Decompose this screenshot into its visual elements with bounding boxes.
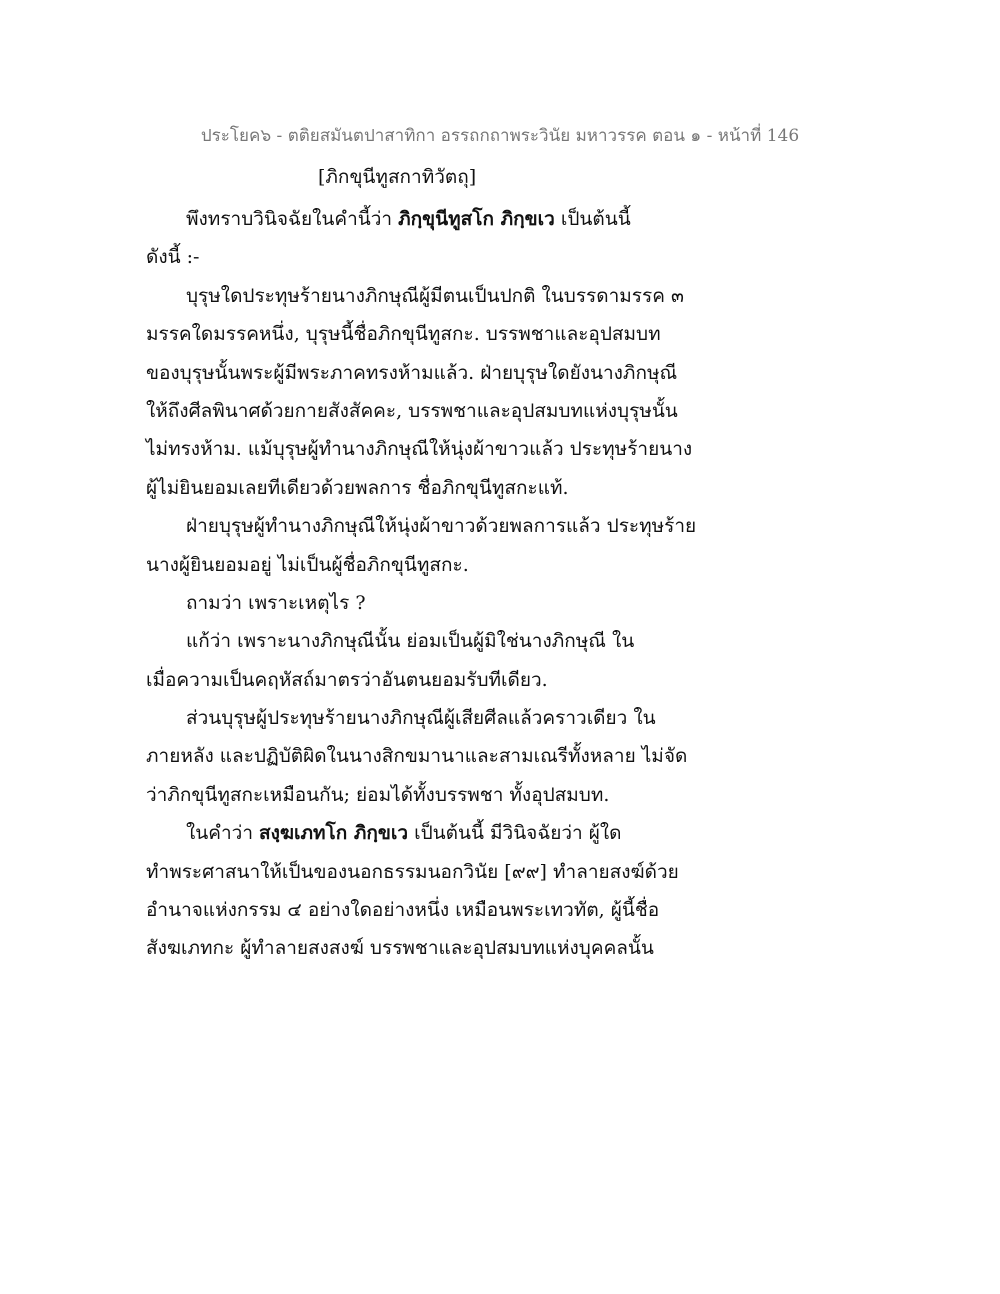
section-title: [ภิกขุนีทูสกาทิวัตถุ] (318, 166, 477, 188)
running-header: ประโยค๖ - ตติยสมันตปาสาทิกา อรรถกถาพระวินัย มหาวรรค ตอน ๑ - หน้าที่ 146 (200, 126, 800, 146)
text-line: อำนาจแห่งกรรม ๔ อย่างใดอย่างหนึ่ง เหมือนพระเทวทัต, ผู้นี้ชื่อ (146, 899, 660, 922)
text-line (146, 814, 706, 852)
text-line: บุรุษใดประทุษร้ายนางภิกษุณีผู้มีตนเป็นปกติ ในบรรดามรรค ๓ (186, 284, 684, 307)
body-text (146, 200, 706, 968)
text-line: ว่าภิกขุนีทูสกะเหมือนกัน; ย่อมได้ทั้งบรรพชา ทั้งอุปสมบท. (146, 783, 610, 806)
text-line: นางผู้ยินยอมอยู่ ไม่เป็นผู้ชื่อภิกขุนีทูสกะ. (146, 553, 469, 576)
text-line: ทำพระศาสนาให้เป็นของนอกธรรมนอกวินัย [๙๙] ทำลายสงฆ์ด้วย (146, 860, 679, 883)
text-line: ถามว่า เพราะเหตุไร ? (186, 591, 366, 614)
text-line: ส่วนบุรุษผู้ประทุษร้ายนางภิกษุณีผู้เสียศีลแล้วคราวเดียว ใน (186, 707, 656, 730)
bold-term: สงฺฆเภทโก ภิกฺขเว (259, 822, 409, 845)
text-line: ของบุรุษนั้นพระผู้มีพระภาคทรงห้ามแล้ว. ฝ่ายบุรุษใดยังนางภิกษุณี (146, 361, 678, 384)
text-run: ในคำว่า (186, 822, 260, 845)
text-line (146, 200, 706, 238)
text-line: ดังนี้ :- (146, 246, 200, 269)
text-run: เป็นต้นนี้ มีวินิจฉัยว่า ผู้ใด (408, 822, 622, 845)
text-line: แก้ว่า เพราะนางภิกษุณีนั้น ย่อมเป็นผู้มิใช่นางภิกษุณี ใน (186, 630, 635, 653)
text-line: ผู้ไม่ยินยอมเลยทีเดียวด้วยพลการ ชื่อภิกขุนีทูสกะแท้. (146, 476, 569, 499)
text-run: เป็นต้นนี้ (554, 208, 631, 230)
text-line: ฝ่ายบุรุษผู้ทำนางภิกษุณีให้นุ่งผ้าขาวด้วยพลการแล้ว ประทุษร้าย (186, 515, 697, 538)
text-line: ภายหลัง และปฏิบัติผิดในนางสิกขมานาและสามเณรีทั้งหลาย ไม่จัด (146, 745, 688, 768)
text-line: ให้ถึงศีลพินาศด้วยกายสังสัคคะ, บรรพชาและอุปสมบทแห่งบุรุษนั้น (146, 399, 678, 422)
text-line: เมื่อความเป็นคฤหัสถ์มาตรว่าอันตนยอมรับทีเดียว. (146, 668, 548, 691)
text-line: มรรคใดมรรคหนึ่ง, บุรุษนี้ชื่อภิกขุนีทูสกะ. บรรพชาและอุปสมบท (146, 323, 661, 346)
text-run: พึงทราบวินิจฉัยในคำนี้ว่า (186, 208, 399, 230)
text-line: ไม่ทรงห้าม. แม้บุรุษผู้ทำนางภิกษุณีให้นุ่งผ้าขาวแล้ว ประทุษร้ายนาง (146, 438, 693, 461)
text-line: สังฆเภทกะ ผู้ทำลายสงสงฆ์ บรรพชาและอุปสมบทแห่งบุคคลนั้น (146, 937, 654, 960)
bold-term: ภิกฺขุนีทูสโก ภิกฺขเว (398, 208, 555, 230)
